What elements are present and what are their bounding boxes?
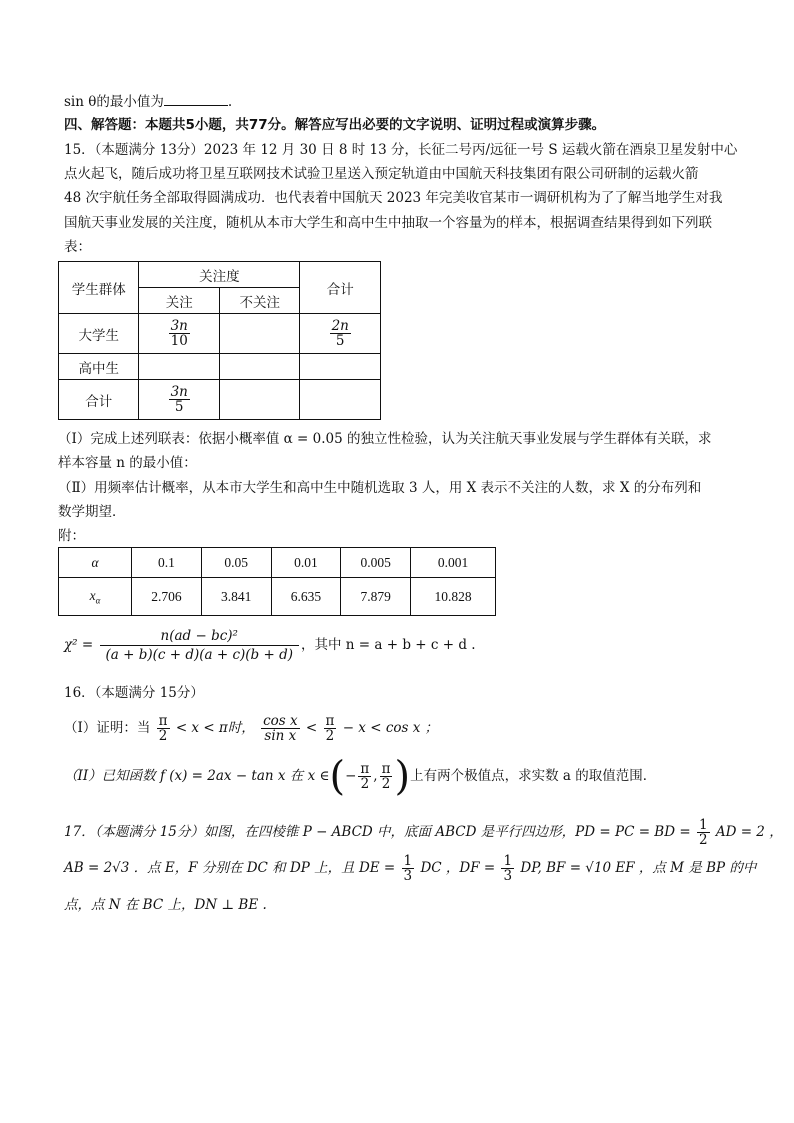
q15-line-1: 15．（本题满分 13分）2023 年 12 月 30 日 8 时 13 分，长征二号丙/远征一号 S 运载火箭在酒泉卫星发射中心	[64, 142, 738, 158]
denominator: 2	[698, 832, 708, 848]
denominator: 5	[335, 333, 345, 349]
alpha-cell: 0.001	[411, 548, 496, 578]
row-high-label: 高中生	[59, 354, 139, 380]
header-care: 关注	[139, 288, 220, 314]
comma: ,	[373, 768, 378, 784]
denominator: 2	[158, 728, 168, 744]
q15-line-3: 48 次宇航任务全部取得圆满成功．也代表着中国航天 2023 年完美收官某市一调研机构为了了解当地学生对我	[64, 190, 723, 206]
numerator: π	[360, 761, 370, 777]
fraction	[157, 714, 170, 743]
q16-part2	[64, 754, 656, 798]
inequality-tail: − x < cos x ；	[342, 720, 439, 736]
header-notcare: 不关注	[219, 288, 299, 314]
formula-note: ，其中 n = a + b + c + d .	[301, 637, 476, 653]
numerator: π	[381, 761, 391, 777]
critical-value-cell: 7.879	[341, 578, 411, 616]
critical-value-cell: 2.706	[132, 578, 202, 616]
prev-question-tail	[64, 93, 232, 111]
alpha-cell: 0.1	[132, 548, 202, 578]
left-paren: (	[329, 753, 346, 800]
part1-line-2: 样本容量 n 的最小值：	[58, 455, 197, 471]
q15-line-4: 国航天事业发展的关注度，随机从本市大学生和高中生中抽取一个容量为的样本，根据调查结果得到如下列联	[64, 215, 712, 231]
cell-total-notcare[interactable]	[219, 380, 299, 420]
denominator: (a + b)(c + d)(a + c)(b + d)	[105, 647, 293, 663]
critical-value-table	[58, 547, 496, 616]
cell-univ-notcare[interactable]	[219, 314, 299, 354]
q16-heading: 16．（本题满分 15分）	[64, 685, 204, 701]
cell-high-total[interactable]	[300, 354, 381, 380]
critical-value-cell: 10.828	[411, 578, 496, 616]
q17-line-1	[64, 814, 783, 850]
denominator: 5	[174, 399, 184, 415]
alpha-cell: 0.01	[271, 548, 341, 578]
alpha-cell: 0.005	[341, 548, 411, 578]
q17-text: AB = 2√3 ．点 E，F 分别在 DC 和 DP 上，且 DE =	[64, 860, 396, 876]
fraction	[330, 319, 351, 348]
alpha-subscript: α	[95, 595, 101, 606]
denominator: 3	[403, 868, 413, 884]
alpha-cell: 0.05	[201, 548, 271, 578]
cell-univ-care	[139, 314, 220, 354]
denominator: 2	[381, 776, 391, 792]
chi-square-formula	[64, 626, 476, 664]
q17-text: DC ，DF =	[420, 860, 496, 876]
cell-univ-total	[300, 314, 381, 354]
q17-text: 17．（本题满分 15分）如图，在四棱锥 P − ABCD 中，底面 ABCD 是平行四边形，PD = PC = BD =	[64, 824, 691, 840]
fraction	[501, 854, 514, 883]
sin-theta: sin θ	[64, 94, 97, 110]
x-alpha-label	[59, 578, 132, 616]
right-paren: )	[394, 753, 411, 800]
numerator: π	[325, 713, 335, 729]
numerator: 3n	[170, 318, 188, 334]
fraction	[324, 714, 337, 743]
header-attention: 关注度	[139, 262, 300, 288]
q17-text: DP, BF = √10 EF ，点 M 是 BP 的中	[520, 860, 757, 876]
appendix-label: 附：	[58, 528, 85, 544]
q16-part1	[64, 710, 438, 746]
row-univ-label: 大学生	[59, 314, 139, 354]
section-heading: 四、解答题：本题共5小题，共77分。解答应写出必要的文字说明、证明过程或演算步骤。	[64, 117, 606, 133]
contingency-table	[58, 261, 381, 420]
numerator: 1	[403, 853, 413, 869]
q17-line-3: 点，点 N 在 BC 上，DN ⊥ BE .	[64, 897, 267, 913]
part1-line-1: （I）完成上述列联表：依据小概率值 α = 0.05 的独立性检验，认为关注航天事业发展与学生群体有关联，求	[58, 431, 712, 447]
critical-value-cell: 3.841	[201, 578, 271, 616]
denominator: 2	[325, 728, 335, 744]
part2-prefix: （II）已知函数 f (x) = 2ax − tan x 在 x ∈	[64, 768, 330, 784]
alpha-label: α	[59, 548, 132, 578]
cell-high-notcare[interactable]	[219, 354, 299, 380]
chi-square-fraction	[100, 627, 300, 664]
prev-question-text: 的最小值为	[96, 94, 164, 110]
fraction	[697, 818, 710, 847]
x-symbol: x	[89, 587, 96, 603]
numerator: 3n	[170, 384, 188, 400]
less-than: <	[305, 720, 318, 736]
numerator: π	[158, 713, 168, 729]
fraction	[380, 762, 393, 791]
fraction	[402, 854, 415, 883]
answer-blank[interactable]	[164, 93, 228, 106]
part2-line-1: （Ⅱ）用频率估计概率，从本市大学生和高中生中随机选取 3 人，用 X 表示不关注的人数，求 X 的分布列和	[58, 480, 702, 496]
cell-high-care[interactable]	[139, 354, 220, 380]
part1-prefix: （I）证明：当	[64, 720, 151, 736]
cell-total-total[interactable]	[300, 380, 381, 420]
numerator: 1	[698, 817, 708, 833]
q17-text: AD = 2 ，	[715, 824, 783, 840]
denominator: 3	[503, 868, 513, 884]
minus: −	[345, 768, 357, 784]
chi-square-symbol: χ² =	[64, 637, 94, 653]
header-group: 学生群体	[59, 262, 139, 314]
fraction	[169, 319, 190, 348]
denominator: 2	[360, 776, 370, 792]
fraction	[358, 762, 371, 791]
fraction	[261, 714, 300, 743]
numerator: 1	[503, 853, 513, 869]
part2-line-2: 数学期望．	[58, 504, 126, 520]
numerator: 2n	[331, 318, 349, 334]
q15-line-5: 表：	[64, 239, 91, 255]
numerator: cos x	[263, 713, 298, 729]
part2-tail: 上有两个极值点，求实数 a 的取值范围．	[410, 768, 657, 784]
q17-line-2	[64, 850, 756, 886]
numerator: n(ad − bc)²	[100, 627, 300, 646]
cell-total-care	[139, 380, 220, 420]
header-total: 合计	[300, 262, 381, 314]
denominator: sin x	[264, 728, 297, 744]
critical-value-cell: 6.635	[271, 578, 341, 616]
period: .	[227, 94, 233, 110]
fraction	[169, 385, 190, 414]
q15-line-2: 点火起飞，随后成功将卫星互联网技术试验卫星送入预定轨道由中国航天科技集团有限公司研制的运载火箭	[64, 166, 699, 182]
row-total-label: 合计	[59, 380, 139, 420]
denominator: 10	[170, 333, 188, 349]
condition: < x < π时，	[175, 720, 255, 736]
